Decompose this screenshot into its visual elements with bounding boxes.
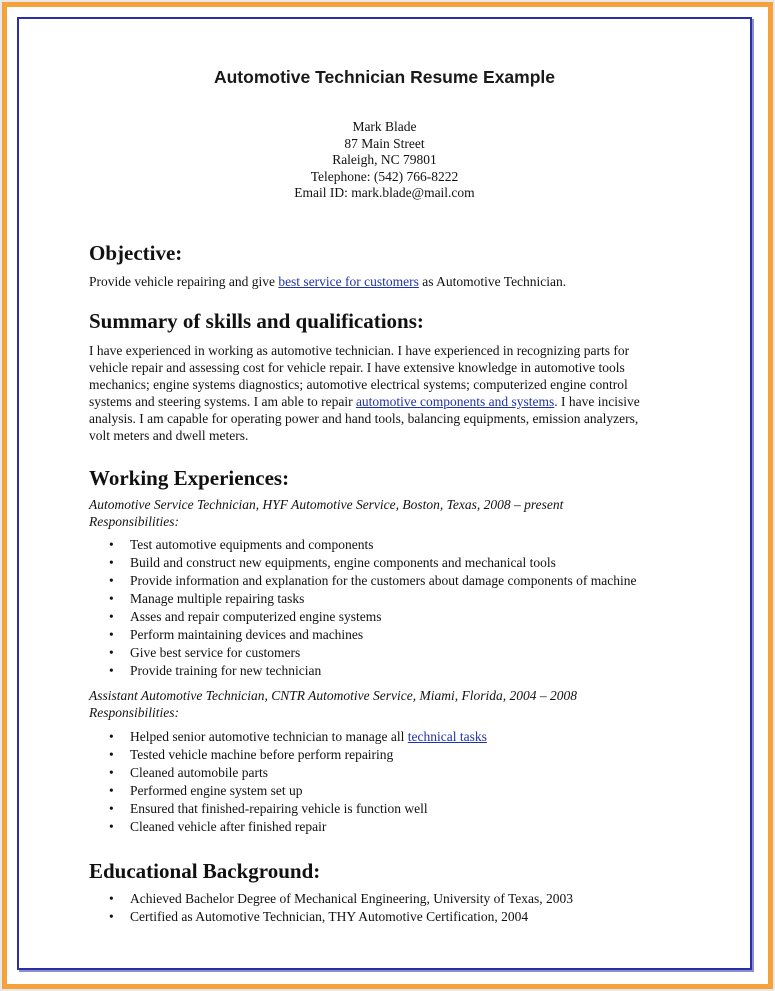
list-item-text: Cleaned vehicle after finished repair (130, 819, 327, 834)
job-1-responsibilities (109, 536, 636, 680)
job-title: Automotive Service Technician, HYF Automotive Service, Boston, Texas, 2008 – present (89, 497, 564, 512)
job-title: Assistant Automotive Technician, CNTR Automotive Service, Miami, Florida, 2004 – 2008 (89, 688, 577, 703)
bullet-icon: • (109, 645, 114, 660)
bullet-icon: • (109, 573, 114, 588)
contact-name: Mark Blade (352, 119, 417, 134)
bullet-icon: • (109, 591, 114, 606)
education-list (109, 890, 573, 926)
list-item-text: Build and construct new equipments, engine components and mechanical tools (130, 555, 556, 570)
list-item (109, 590, 636, 608)
list-item-text: Provide information and explanation for the customers about damage components of machine (130, 573, 637, 588)
bullet-icon: • (109, 729, 114, 744)
bullet-icon: • (109, 663, 114, 678)
experience-heading: Working Experiences: (89, 466, 290, 490)
list-item-text: Ensured that finished-repairing vehicle is function well (130, 801, 428, 816)
responsibilities-label: Responsibilities: (89, 705, 179, 720)
bullet-icon: • (109, 627, 114, 642)
bullet-icon: • (109, 801, 114, 816)
bullet-icon: • (109, 891, 114, 906)
best-service-link[interactable]: best service for customers (278, 274, 419, 289)
list-item-text: Manage multiple repairing tasks (130, 591, 305, 606)
objective-text (89, 273, 689, 290)
list-item-text: Achieved Bachelor Degree of Mechanical Engineering, University of Texas, 2003 (130, 891, 574, 906)
list-item-text: Certified as Automotive Technician, THY Automotive Certification, 2004 (130, 909, 529, 924)
summary-line-before: systems and steering systems. I am able to repair (89, 394, 356, 409)
summary-line-after: . I have incisive (554, 394, 640, 409)
summary-paragraph (89, 342, 709, 444)
list-item-text: Provide training for new technician (130, 663, 322, 678)
resume-document (19, 19, 750, 968)
list-item (109, 800, 487, 818)
list-item (109, 644, 636, 662)
bullet-icon: • (109, 909, 114, 924)
summary-line: mechanics; engine systems diagnostics; automotive electrical systems; computerized engine control (89, 377, 628, 392)
job-2-header (89, 687, 577, 721)
list-item-text: Give best service for customers (130, 645, 301, 660)
contact-city: Raleigh, NC 79801 (332, 152, 437, 168)
job-2-responsibilities (109, 728, 487, 836)
summary-line: I have experienced in working as automotive technician. I have experienced in recognizing parts for (89, 343, 630, 358)
bullet-icon: • (109, 537, 114, 552)
summary-line (89, 393, 709, 410)
list-item-text: Asses and repair computerized engine systems (130, 609, 382, 624)
list-item (109, 572, 636, 590)
list-item (109, 662, 636, 680)
list-item-text: Helped senior automotive technician to manage all (130, 729, 408, 744)
list-item (109, 554, 636, 572)
list-item-text: Tested vehicle machine before perform repairing (130, 747, 394, 762)
bullet-icon: • (109, 747, 114, 762)
page-title: Automotive Technician Resume Example (213, 67, 556, 87)
contact-email: Email ID: mark.blade@mail.com (294, 185, 475, 201)
list-item (109, 764, 487, 782)
objective-text-before: Provide vehicle repairing and give (89, 274, 279, 289)
list-item (109, 782, 487, 800)
list-item-text: Performed engine system set up (130, 783, 303, 798)
automotive-components-link[interactable]: automotive components and systems (355, 394, 555, 409)
list-item (109, 626, 636, 644)
job-1-header (89, 496, 563, 530)
bullet-icon: • (109, 609, 114, 624)
list-item (109, 608, 636, 626)
list-item (109, 908, 573, 926)
summary-line: volt meters and dwell meters. (89, 428, 249, 443)
bullet-icon: • (109, 819, 114, 834)
list-item-text: Test automotive equipments and components (130, 537, 374, 552)
list-item (109, 536, 636, 554)
summary-heading: Summary of skills and qualifications: (89, 309, 424, 333)
summary-line: analysis. I am capable for operating power and hand tools, balancing equipments, emission analyzers, (89, 411, 639, 426)
bullet-icon: • (109, 555, 114, 570)
bullet-icon: • (109, 765, 114, 780)
list-item (109, 818, 487, 836)
summary-line: vehicle repair and assessing cost for vehicle repair. I have extensive knowledge in automotive tools (89, 360, 625, 375)
contact-block (19, 119, 750, 202)
technical-tasks-link[interactable]: technical tasks (407, 729, 487, 744)
contact-street: 87 Main Street (344, 135, 425, 151)
list-item-text: Perform maintaining devices and machines (130, 627, 364, 642)
responsibilities-label: Responsibilities: (89, 514, 179, 529)
resume-page (17, 17, 752, 970)
list-item (109, 890, 573, 908)
education-heading: Educational Background: (89, 859, 321, 883)
objective-heading: Objective: (89, 241, 183, 265)
objective-text-after: as Automotive Technician. (418, 274, 567, 289)
contact-phone: Telephone: (542) 766-8222 (310, 168, 459, 184)
list-item (109, 728, 487, 746)
list-item (109, 746, 487, 764)
list-item-text: Cleaned automobile parts (130, 765, 268, 780)
bullet-icon: • (109, 783, 114, 798)
